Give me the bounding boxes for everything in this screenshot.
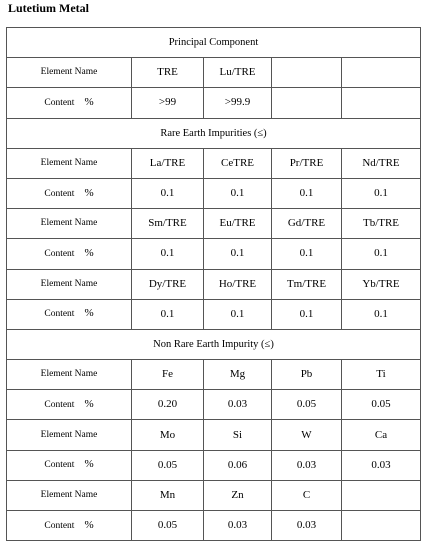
content-row bbox=[7, 450, 421, 480]
element-name-cell: Mo bbox=[132, 420, 204, 450]
element-name-cell bbox=[342, 58, 421, 88]
composition-table bbox=[6, 27, 421, 541]
content-label bbox=[7, 88, 132, 118]
content-row bbox=[7, 239, 421, 269]
section-heading: Rare Earth Impurities (≤) bbox=[7, 118, 421, 148]
section-heading-row bbox=[7, 28, 421, 58]
element-name-row bbox=[7, 480, 421, 510]
element-name-label: Element Name bbox=[7, 480, 132, 510]
percent-sign: % bbox=[84, 95, 94, 108]
content-row bbox=[7, 390, 421, 420]
content-label-text: Content bbox=[44, 460, 75, 471]
element-name-row bbox=[7, 420, 421, 450]
content-label-text: Content bbox=[44, 97, 75, 108]
element-name-cell: Mn bbox=[132, 480, 204, 510]
element-name-cell: TRE bbox=[132, 58, 204, 88]
content-row bbox=[7, 178, 421, 208]
content-label bbox=[7, 299, 132, 329]
element-name-label: Element Name bbox=[7, 58, 132, 88]
element-name-cell bbox=[342, 480, 421, 510]
section-heading-row bbox=[7, 329, 421, 359]
content-value-cell: 0.03 bbox=[204, 390, 272, 420]
element-name-label: Element Name bbox=[7, 420, 132, 450]
content-value-cell: 0.1 bbox=[342, 239, 421, 269]
element-name-cell: La/TRE bbox=[132, 148, 204, 178]
content-value-cell: 0.05 bbox=[272, 390, 342, 420]
content-value-cell: 0.1 bbox=[132, 299, 204, 329]
content-label bbox=[7, 178, 132, 208]
document-title: Lutetium Metal bbox=[8, 1, 89, 15]
content-value-cell: 0.1 bbox=[272, 239, 342, 269]
content-label bbox=[7, 450, 132, 480]
element-name-cell: Ca bbox=[342, 420, 421, 450]
content-value-cell: 0.03 bbox=[204, 511, 272, 541]
element-name-cell: Nd/TRE bbox=[342, 148, 421, 178]
element-name-cell: Zn bbox=[204, 480, 272, 510]
content-label bbox=[7, 390, 132, 420]
element-name-cell: Mg bbox=[204, 360, 272, 390]
element-name-cell: Dy/TRE bbox=[132, 269, 204, 299]
element-name-label: Element Name bbox=[7, 148, 132, 178]
section-heading-row bbox=[7, 118, 421, 148]
content-value-cell: 0.05 bbox=[132, 450, 204, 480]
content-row bbox=[7, 299, 421, 329]
element-name-cell: Gd/TRE bbox=[272, 209, 342, 239]
content-value-cell: 0.05 bbox=[132, 511, 204, 541]
content-value-cell: 0.03 bbox=[272, 450, 342, 480]
element-name-row bbox=[7, 58, 421, 88]
percent-sign: % bbox=[84, 186, 94, 199]
element-name-row bbox=[7, 209, 421, 239]
content-value-cell: 0.1 bbox=[342, 178, 421, 208]
element-name-cell: Tb/TRE bbox=[342, 209, 421, 239]
content-value-cell: >99.9 bbox=[204, 88, 272, 118]
element-name-cell: Pb bbox=[272, 360, 342, 390]
section-heading: Principal Component bbox=[7, 28, 421, 58]
content-label-text: Content bbox=[44, 399, 75, 410]
content-value-cell: 0.1 bbox=[272, 178, 342, 208]
content-label bbox=[7, 239, 132, 269]
element-name-cell: Tm/TRE bbox=[272, 269, 342, 299]
content-value-cell: 0.03 bbox=[272, 511, 342, 541]
content-label-text: Content bbox=[44, 188, 75, 199]
element-name-cell: Pr/TRE bbox=[272, 148, 342, 178]
content-value-cell bbox=[272, 88, 342, 118]
content-value-cell: 0.06 bbox=[204, 450, 272, 480]
percent-sign: % bbox=[84, 307, 94, 320]
element-name-cell: Ti bbox=[342, 360, 421, 390]
section-heading: Non Rare Earth Impurity (≤) bbox=[7, 329, 421, 359]
content-label-text: Content bbox=[44, 248, 75, 259]
content-label-text: Content bbox=[44, 520, 75, 531]
element-name-cell: W bbox=[272, 420, 342, 450]
element-name-cell: Si bbox=[204, 420, 272, 450]
content-label-text: Content bbox=[44, 309, 75, 320]
element-name-cell bbox=[272, 58, 342, 88]
element-name-cell: Lu/TRE bbox=[204, 58, 272, 88]
element-name-row bbox=[7, 269, 421, 299]
element-name-cell: Yb/TRE bbox=[342, 269, 421, 299]
content-value-cell: 0.1 bbox=[132, 178, 204, 208]
content-value-cell: 0.1 bbox=[132, 239, 204, 269]
content-value-cell: 0.1 bbox=[204, 178, 272, 208]
percent-sign: % bbox=[84, 458, 94, 471]
content-value-cell: 0.1 bbox=[204, 239, 272, 269]
content-value-cell: 0.20 bbox=[132, 390, 204, 420]
content-value-cell: 0.1 bbox=[204, 299, 272, 329]
element-name-row bbox=[7, 360, 421, 390]
element-name-cell: Fe bbox=[132, 360, 204, 390]
percent-sign: % bbox=[84, 246, 94, 259]
element-name-cell: CeTRE bbox=[204, 148, 272, 178]
content-value-cell: >99 bbox=[132, 88, 204, 118]
element-name-label: Element Name bbox=[7, 269, 132, 299]
element-name-cell: C bbox=[272, 480, 342, 510]
content-label bbox=[7, 511, 132, 541]
content-value-cell: 0.03 bbox=[342, 450, 421, 480]
content-row bbox=[7, 88, 421, 118]
element-name-cell: Sm/TRE bbox=[132, 209, 204, 239]
element-name-label: Element Name bbox=[7, 209, 132, 239]
content-value-cell bbox=[342, 88, 421, 118]
content-value-cell: 0.05 bbox=[342, 390, 421, 420]
element-name-cell: Eu/TRE bbox=[204, 209, 272, 239]
element-name-label: Element Name bbox=[7, 360, 132, 390]
element-name-cell: Ho/TRE bbox=[204, 269, 272, 299]
content-value-cell: 0.1 bbox=[272, 299, 342, 329]
element-name-row bbox=[7, 148, 421, 178]
content-value-cell: 0.1 bbox=[342, 299, 421, 329]
content-value-cell bbox=[342, 511, 421, 541]
percent-sign: % bbox=[84, 397, 94, 410]
content-row bbox=[7, 511, 421, 541]
percent-sign: % bbox=[84, 518, 94, 531]
